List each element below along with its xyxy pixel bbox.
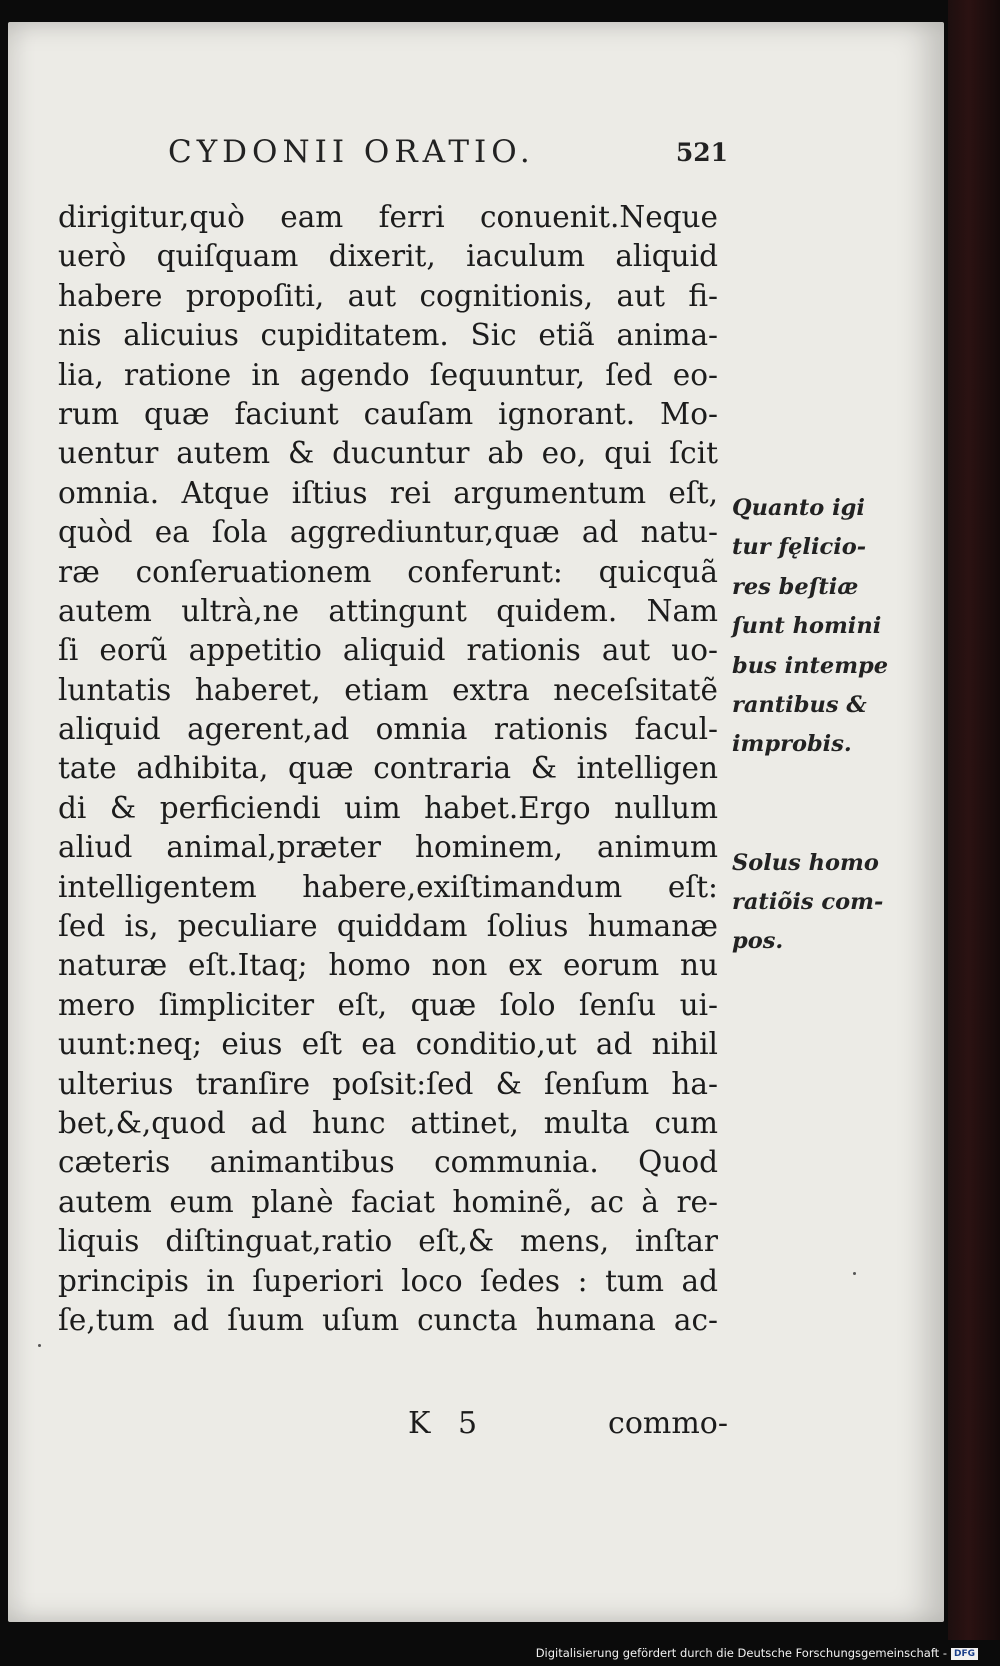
marginal-notes: [732, 489, 892, 962]
text-line: aliud animal,præter hominem, animum: [58, 830, 718, 865]
text-line: mero ſimpliciter eſt, quæ ſolo ſenſu ui-: [58, 987, 718, 1022]
text-line: bet,&,quod ad hunc attinet, multa cum: [58, 1105, 718, 1140]
text-line: liquis diſtinguat,ratio eſt,& mens, inſtar: [58, 1224, 718, 1259]
marginal-gap: [732, 765, 892, 844]
page-number: 521: [675, 138, 728, 167]
text-line: naturæ eſt.Itaq; homo non ex eorum nu: [58, 948, 718, 983]
text-line: lia, ratione in agendo ſequuntur, ſed eo-: [58, 357, 718, 392]
text-line: uerò quiſquam dixerit, iaculum aliquid: [58, 239, 718, 274]
text-line: ulterius tranſire poſsit:ſed & ſenſum ha-: [58, 1066, 718, 1101]
page-speck: [38, 1344, 41, 1347]
text-line: quòd ea ſola aggrediuntur,quæ ad natu-: [58, 515, 718, 550]
text-line: ſe,tum ad ſuum uſum cuncta humana ac-: [58, 1302, 718, 1337]
page-footer: [408, 1406, 728, 1450]
page-speck: [853, 1272, 856, 1275]
marginal-note-line: bus intempe: [732, 652, 889, 679]
text-line: tate adhibita, quæ contraria & intelligen: [58, 751, 718, 786]
text-line: ſed is, peculiare quiddam ſolius humanæ: [58, 909, 718, 944]
running-title: CYDONII ORATIO.: [168, 134, 535, 170]
text-line: habere propoſiti, aut cognitionis, aut fi-: [58, 278, 718, 313]
marginal-note-line: Quanto igi: [732, 495, 865, 521]
text-line: di & perficiendi uim habet.Ergo nullum: [58, 790, 718, 825]
page-header: [168, 134, 728, 192]
text-line: intelligentem habere,exiſtimandum eſt:: [58, 869, 718, 904]
text-line: uentur autem & ducuntur ab eo, qui ſcit: [58, 436, 718, 471]
marginal-note-line: improbis.: [732, 731, 852, 758]
marginal-note-line: tur fęlicio-: [732, 534, 867, 561]
text-line: principis in ſuperiori loco ſedes : tum ad: [58, 1263, 718, 1298]
text-line: uunt:neq; eius eſt ea conditio,ut ad nihil: [58, 1027, 718, 1062]
text-line: autem ultrà,ne attingunt quidem. Nam: [58, 593, 718, 628]
marginal-note-line: pos.: [732, 928, 784, 955]
text-line: omnia. Atque iſtius rei argumentum eſt,: [58, 475, 718, 510]
text-line: ræ conſeruationem conferunt: quicquã: [58, 554, 718, 589]
marginal-note-line: rantibus &: [732, 691, 867, 718]
catchword: commo-: [608, 1406, 728, 1441]
marginal-note-line: res beſtiæ: [732, 573, 859, 600]
text-line: luntatis haberet, etiam extra neceſsitatẽ: [58, 672, 718, 707]
body-text: [58, 198, 718, 1340]
text-line: autem eum planè faciat hominẽ, ac à re-: [58, 1184, 718, 1219]
text-line: aliquid agerent,ad omnia rationis facul-: [58, 712, 718, 747]
text-line: ſi eorũ appetitio aliquid rationis aut uo-: [58, 633, 718, 668]
marginal-note-line: ratiõis com-: [732, 888, 884, 915]
dfg-logo: DFG: [951, 1648, 978, 1660]
marginal-note-line: Solus homo: [732, 849, 879, 876]
text-line: cæteris animantibus communia. Quod: [58, 1145, 718, 1180]
text-line: rum quæ faciunt cauſam ignorant. Mo-: [58, 396, 718, 431]
binding-edge: [948, 0, 1000, 1640]
signature-mark: K 5: [408, 1406, 478, 1441]
book-page: [8, 22, 944, 1622]
credit-text: Digitalisierung gefördert durch die Deutsche Forschungsgemeinschaft -: [535, 1646, 947, 1660]
text-line: nis alicuius cupiditatem. Sic etiã anima-: [58, 318, 718, 353]
marginal-note-line: ſunt homini: [732, 613, 882, 640]
text-line: dirigitur,quò eam ferri conuenit.Neque: [58, 200, 718, 234]
digitization-credit: [536, 1646, 978, 1660]
